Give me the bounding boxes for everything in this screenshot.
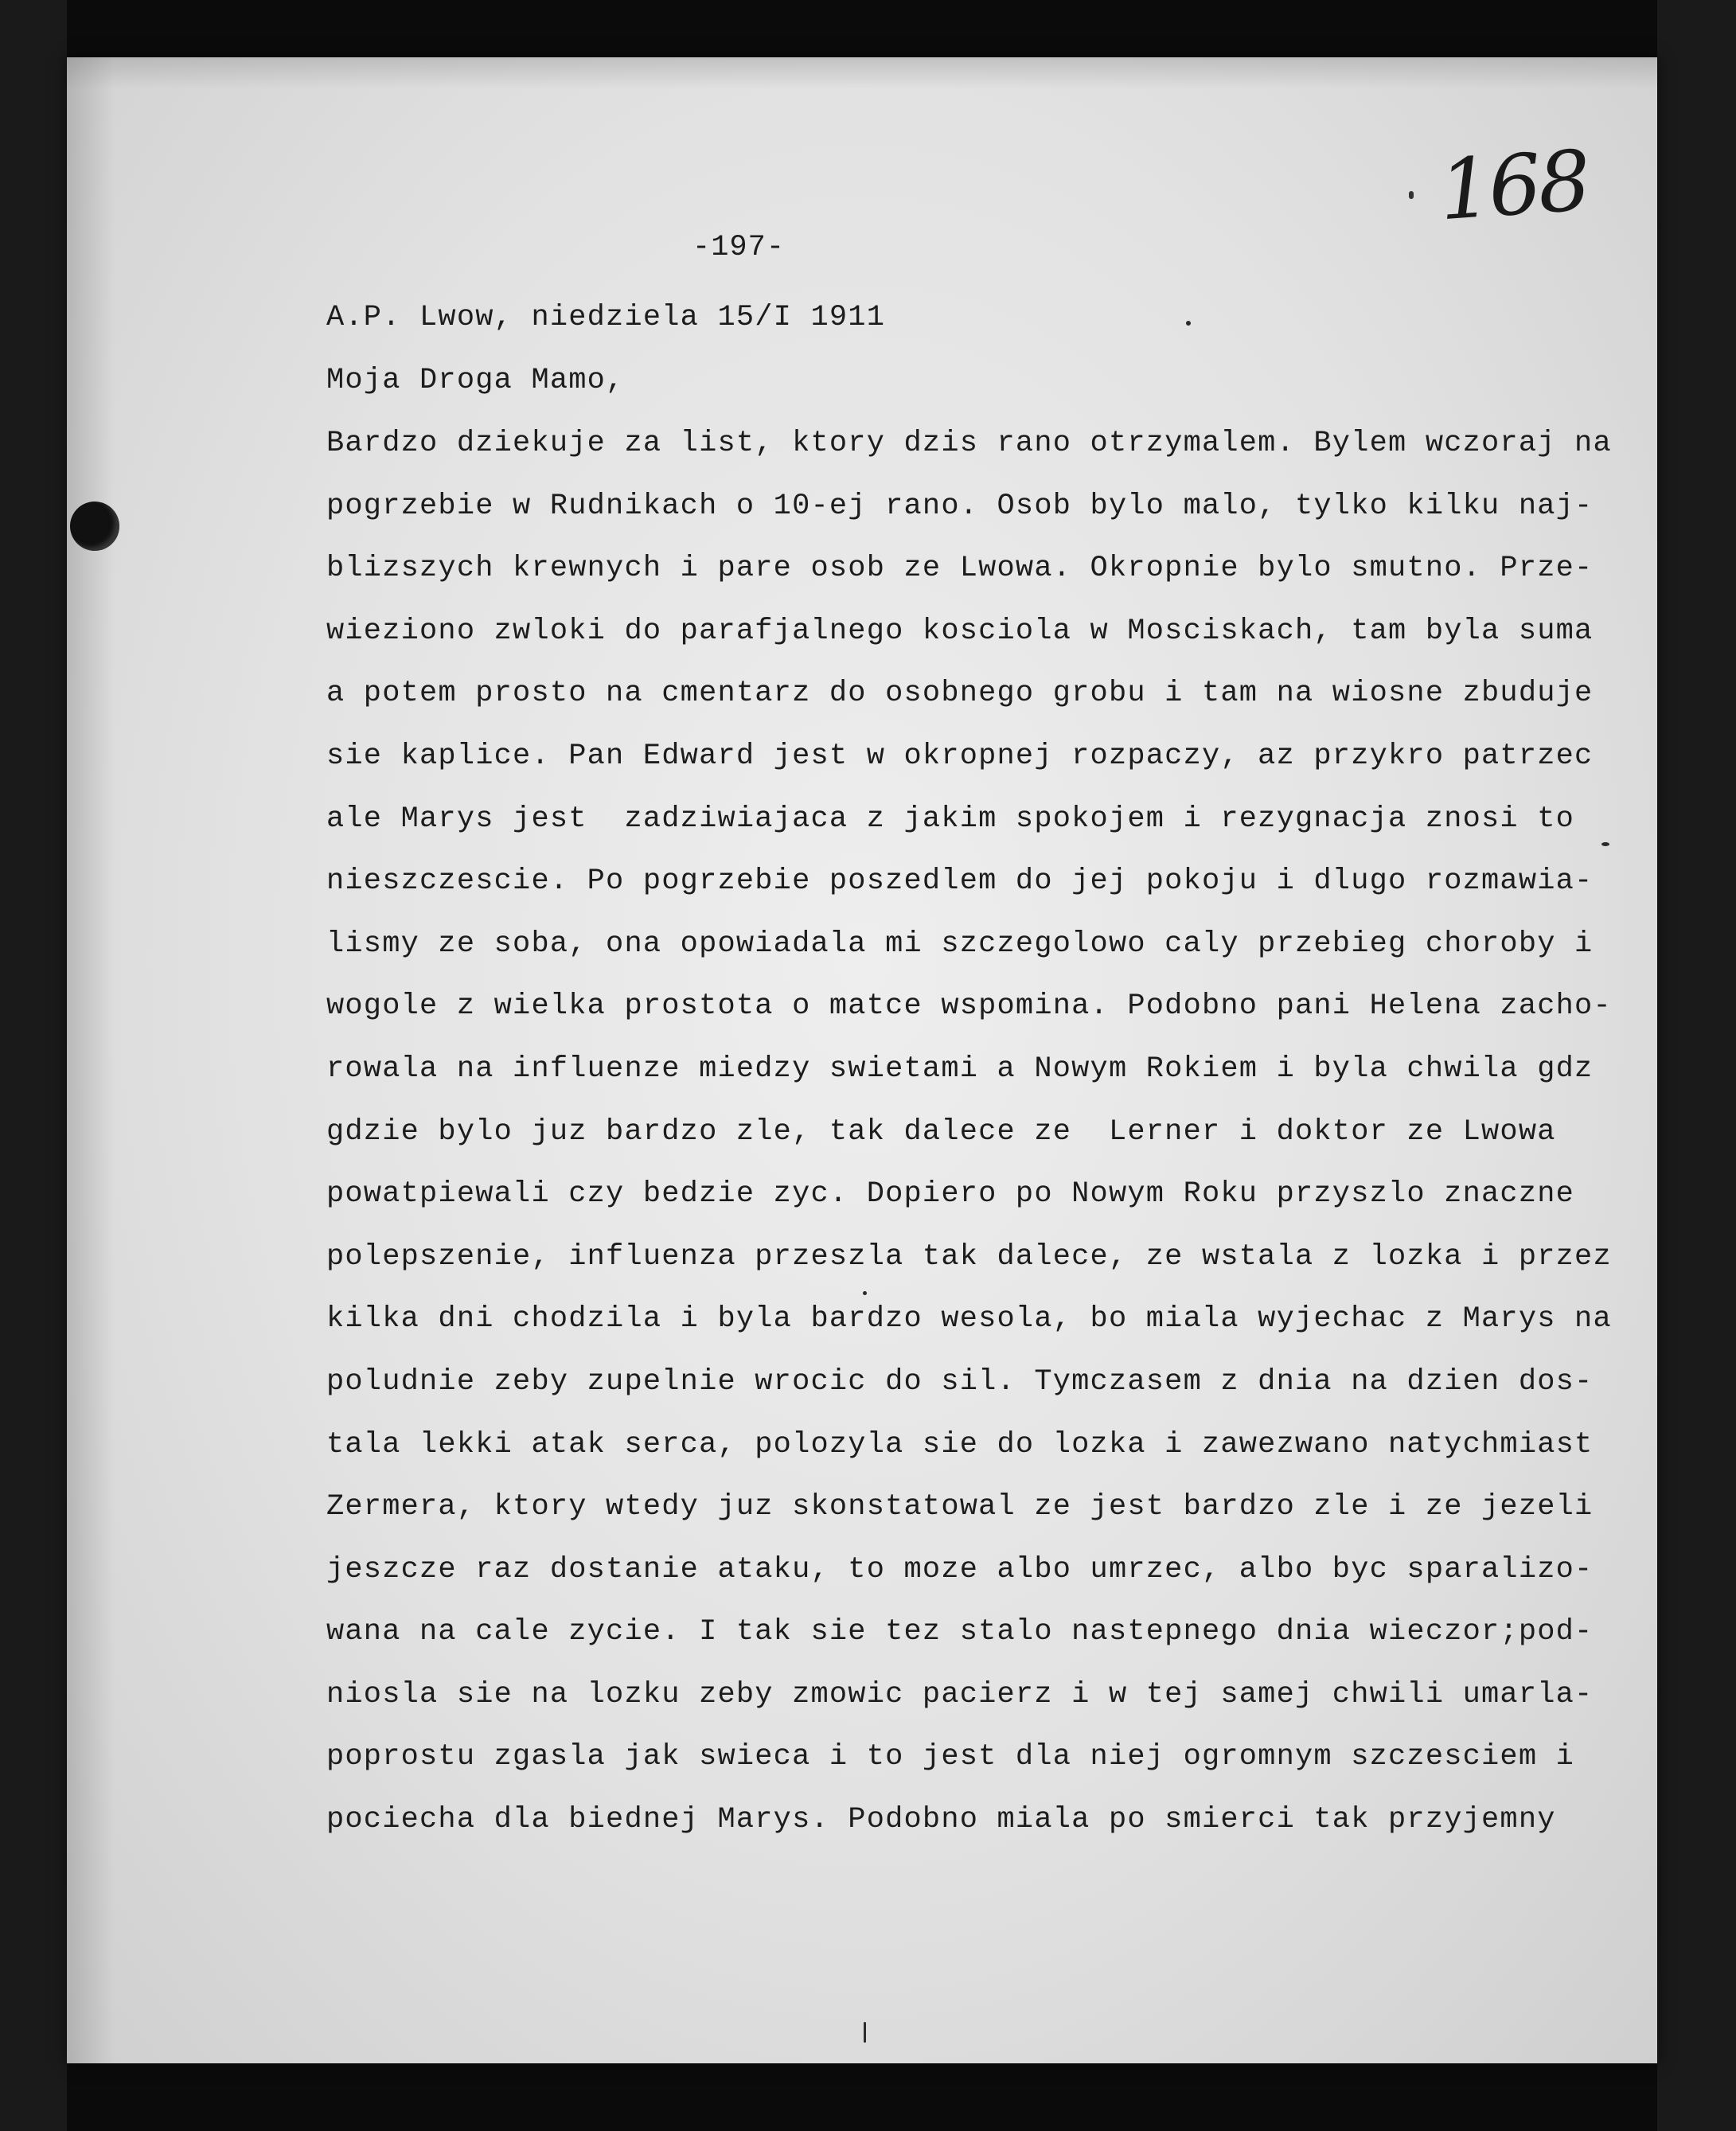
letter-line: lismy ze soba, ona opowiadala mi szczegolowo caly przebieg choroby i: [326, 927, 1594, 961]
letter-line: niosla sie na lozku zeby zmowic pacierz i w tej samej chwili umarla-: [326, 1677, 1594, 1711]
page-number: -197-: [692, 231, 786, 264]
ink-speck: [863, 1291, 867, 1295]
ink-speck: [864, 2022, 866, 2043]
letter-line: blizszych krewnych i pare osob ze Lwowa. Okropnie bylo smutno. Prze-: [326, 552, 1594, 586]
punch-hole: [70, 502, 119, 551]
page-shadow-left: [67, 57, 115, 2063]
page-shadow-top: [67, 57, 1657, 89]
film-border-right: [1657, 0, 1736, 2131]
letter-line: pociecha dla biednej Marys. Podobno miala po smierci tak przyjemny: [326, 1803, 1556, 1837]
letter-line: pogrzebie w Rudnikach o 10-ej rano. Osob bylo malo, tylko kilku naj-: [326, 489, 1594, 523]
letter-line: kilka dni chodzila i byla bardzo wesola, bo miala wyjechac z Marys na: [326, 1302, 1612, 1337]
letter-line: powatpiewali czy bedzie zyc. Dopiero po Nowym Roku przyszlo znaczne: [326, 1177, 1575, 1212]
letter-line: poprostu zgasla jak swieca i to jest dla niej ogromnym szczesciem i: [326, 1740, 1575, 1774]
dateline: A.P. Lwow, niedziela 15/I 1911: [326, 301, 886, 334]
letter-line: Bardzo dziekuje za list, ktory dzis rano otrzymalem. Bylem wczoraj na: [326, 427, 1612, 460]
letter-line: gdzie bylo juz bardzo zle, tak dalece ze Lerner i doktor ze Lwowa: [326, 1114, 1556, 1149]
film-border-left: [0, 0, 67, 2131]
ink-speck: [1186, 321, 1191, 326]
letter-body: [326, 412, 1632, 1852]
letter-line: polepszenie, influenza przeszla tak dalece, ze wstala z lozka i przez: [326, 1239, 1612, 1274]
letter-line: wana na cale zycie. I tak sie tez stalo nastepnego dnia wieczor;pod-: [326, 1615, 1594, 1649]
salutation: Moja Droga Mamo,: [326, 364, 625, 397]
letter-line: tala lekki atak serca, polozyla sie do lozka i zawezwano natychmiast: [326, 1427, 1594, 1462]
handwritten-folio-number: 168: [1435, 131, 1591, 240]
letter-line: wieziono zwloki do parafjalnego kosciola w Mosciskach, tam byla suma: [326, 614, 1594, 648]
letter-line: Zermera, ktory wtedy juz skonstatowal ze jest bardzo zle i ze jezeli: [326, 1490, 1594, 1524]
ink-speck: [1601, 842, 1609, 846]
letter-line: nieszczescie. Po pogrzebie poszedlem do jej pokoju i dlugo rozmawia-: [326, 864, 1594, 899]
letter-text: [326, 287, 1632, 1852]
folio-mark: [1409, 191, 1414, 199]
letter-line: jeszcze raz dostanie ataku, to moze albo umrzec, albo byc sparalizo-: [326, 1552, 1594, 1587]
letter-line: rowala na influenze miedzy swietami a Nowym Rokiem i byla chwila gdz: [326, 1052, 1594, 1086]
letter-line: ale Marys jest zadziwiajaca z jakim spokojem i rezygnacja znosi to: [326, 802, 1575, 836]
letter-line: poludnie zeby zupelnie wrocic do sil. Tymczasem z dnia na dzien dos-: [326, 1364, 1594, 1399]
letter-line: a potem prosto na cmentarz do osobnego grobu i tam na wiosne zbuduje: [326, 677, 1594, 711]
letter-line: sie kaplice. Pan Edward jest w okropnej rozpaczy, az przykro patrzec: [326, 739, 1594, 773]
letter-line: wogole z wielka prostota o matce wspomina. Podobno pani Helena zacho-: [326, 989, 1612, 1024]
